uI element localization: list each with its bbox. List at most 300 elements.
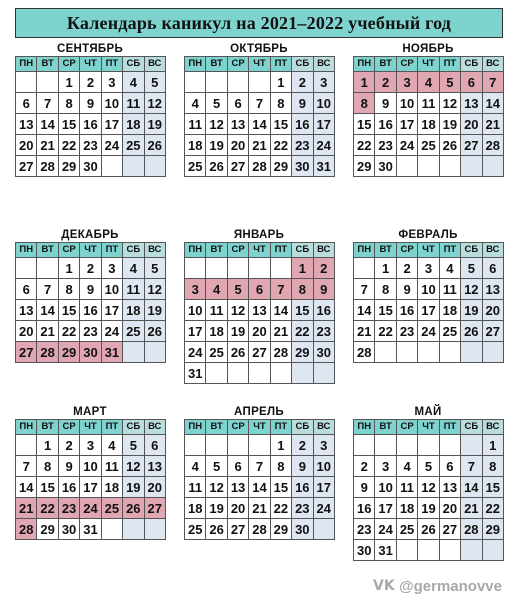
weekday-header: ЧТ xyxy=(418,243,439,258)
day-cell: 12 xyxy=(206,114,227,135)
holiday-day-cell: 1 xyxy=(354,72,375,93)
day-cell: 15 xyxy=(58,114,79,135)
day-cell: 30 xyxy=(375,156,396,177)
week-row xyxy=(354,300,504,321)
day-cell: 24 xyxy=(101,321,122,342)
day-cell: 6 xyxy=(227,456,248,477)
weekend-day-cell: 10 xyxy=(313,456,334,477)
week-row xyxy=(185,135,335,156)
weekday-header: ПН xyxy=(185,243,206,258)
day-cell: 26 xyxy=(206,156,227,177)
month-grid xyxy=(353,242,504,363)
weekday-header: ВС xyxy=(144,243,165,258)
day-cell: 17 xyxy=(375,498,396,519)
month-name: АПРЕЛЬ xyxy=(234,406,284,418)
weekend-day-cell: 9 xyxy=(292,93,313,114)
empty-cell xyxy=(123,519,144,540)
weekend-day-cell: 23 xyxy=(292,135,313,156)
day-cell: 7 xyxy=(249,93,270,114)
weekday-header: ЧТ xyxy=(249,57,270,72)
holiday-day-cell: 25 xyxy=(101,498,122,519)
weekday-header: ВТ xyxy=(37,420,58,435)
weekend-day-cell: 3 xyxy=(313,435,334,456)
weekend-day-cell: 23 xyxy=(292,498,313,519)
day-cell: 17 xyxy=(101,300,122,321)
weekend-day-cell: 3 xyxy=(313,72,334,93)
day-cell: 7 xyxy=(37,279,58,300)
day-cell: 14 xyxy=(16,477,37,498)
weekend-day-cell: 14 xyxy=(461,477,482,498)
day-cell: 28 xyxy=(354,342,375,363)
empty-cell xyxy=(227,258,248,279)
holiday-day-cell: 7 xyxy=(270,279,291,300)
day-cell: 3 xyxy=(80,435,101,456)
weekday-header: ВТ xyxy=(375,243,396,258)
month-grid xyxy=(15,242,166,363)
empty-cell xyxy=(101,156,122,177)
day-cell: 5 xyxy=(206,456,227,477)
weekday-header: ПТ xyxy=(101,243,122,258)
day-cell: 4 xyxy=(101,435,122,456)
day-cell: 22 xyxy=(58,321,79,342)
weekend-day-cell: 26 xyxy=(144,135,165,156)
weekday-header: ЧТ xyxy=(80,420,101,435)
empty-cell xyxy=(354,258,375,279)
day-cell: 31 xyxy=(80,519,101,540)
weekend-day-cell: 18 xyxy=(123,300,144,321)
empty-cell xyxy=(270,258,291,279)
month-name: ДЕКАБРЬ xyxy=(61,229,119,241)
empty-cell xyxy=(439,435,460,456)
empty-cell xyxy=(375,342,396,363)
weekday-header-row xyxy=(185,420,335,435)
day-cell: 19 xyxy=(227,321,248,342)
week-row xyxy=(185,519,335,540)
day-cell: 11 xyxy=(185,477,206,498)
empty-cell xyxy=(227,363,248,384)
day-cell: 31 xyxy=(185,363,206,384)
day-cell: 24 xyxy=(396,135,417,156)
weekend-day-cell: 30 xyxy=(292,156,313,177)
weekend-day-cell: 12 xyxy=(123,456,144,477)
week-row xyxy=(16,477,166,498)
month-name: МАРТ xyxy=(73,406,107,418)
day-cell: 26 xyxy=(439,135,460,156)
holiday-day-cell: 24 xyxy=(80,498,101,519)
day-cell: 21 xyxy=(249,498,270,519)
week-row xyxy=(16,114,166,135)
empty-cell xyxy=(418,156,439,177)
day-cell: 6 xyxy=(16,93,37,114)
month-name: ЯНВАРЬ xyxy=(233,229,285,241)
day-cell: 25 xyxy=(439,321,460,342)
week-row xyxy=(185,258,335,279)
weekend-day-cell: 5 xyxy=(461,258,482,279)
empty-cell xyxy=(37,258,58,279)
empty-cell xyxy=(206,258,227,279)
day-cell: 5 xyxy=(418,456,439,477)
weekend-day-cell: 12 xyxy=(144,279,165,300)
weekend-day-cell: 15 xyxy=(482,477,503,498)
week-row xyxy=(185,321,335,342)
day-cell: 11 xyxy=(396,477,417,498)
day-cell: 20 xyxy=(227,498,248,519)
weekend-day-cell: 16 xyxy=(313,300,334,321)
week-row xyxy=(185,93,335,114)
day-cell: 19 xyxy=(206,135,227,156)
week-row xyxy=(16,321,166,342)
week-row xyxy=(354,258,504,279)
day-cell: 14 xyxy=(37,114,58,135)
day-cell: 22 xyxy=(270,135,291,156)
day-cell: 9 xyxy=(375,93,396,114)
day-cell: 13 xyxy=(249,300,270,321)
weekday-header-row xyxy=(16,243,166,258)
day-cell: 29 xyxy=(270,156,291,177)
day-cell: 15 xyxy=(270,114,291,135)
day-cell: 13 xyxy=(439,477,460,498)
weekend-day-cell: 29 xyxy=(292,342,313,363)
week-row xyxy=(354,114,504,135)
day-cell: 1 xyxy=(37,435,58,456)
weekday-header: СБ xyxy=(461,243,482,258)
week-row xyxy=(16,435,166,456)
day-cell: 6 xyxy=(439,456,460,477)
weekday-header: СР xyxy=(396,420,417,435)
day-cell: 19 xyxy=(206,498,227,519)
day-cell: 30 xyxy=(354,540,375,561)
month-name: МАЙ xyxy=(414,406,442,418)
empty-cell xyxy=(185,258,206,279)
empty-cell xyxy=(461,156,482,177)
month-may xyxy=(353,405,503,561)
day-cell: 22 xyxy=(58,135,79,156)
weekday-header: ПН xyxy=(354,420,375,435)
weekend-day-cell: 25 xyxy=(123,135,144,156)
holiday-day-cell: 4 xyxy=(418,72,439,93)
holiday-day-cell: 27 xyxy=(144,498,165,519)
weekend-day-cell: 13 xyxy=(482,279,503,300)
weekday-header: ПН xyxy=(354,243,375,258)
day-cell: 26 xyxy=(227,342,248,363)
weekend-day-cell: 20 xyxy=(461,114,482,135)
weekend-day-cell: 16 xyxy=(292,114,313,135)
empty-cell xyxy=(16,435,37,456)
empty-cell xyxy=(16,258,37,279)
day-cell: 16 xyxy=(375,114,396,135)
day-cell: 14 xyxy=(270,300,291,321)
weekday-header: СР xyxy=(58,57,79,72)
weekend-day-cell: 21 xyxy=(461,498,482,519)
empty-cell xyxy=(482,156,503,177)
day-cell: 29 xyxy=(270,519,291,540)
day-cell: 3 xyxy=(418,258,439,279)
empty-cell xyxy=(206,363,227,384)
weekday-header: ПН xyxy=(354,57,375,72)
weekday-header: ЧТ xyxy=(249,243,270,258)
weekend-day-cell: 4 xyxy=(123,72,144,93)
day-cell: 6 xyxy=(16,279,37,300)
weekend-day-cell: 19 xyxy=(123,477,144,498)
day-cell: 11 xyxy=(418,93,439,114)
week-row xyxy=(354,519,504,540)
weekend-day-cell: 26 xyxy=(144,321,165,342)
day-cell: 10 xyxy=(396,93,417,114)
day-cell: 7 xyxy=(37,93,58,114)
day-cell: 15 xyxy=(58,300,79,321)
month-name: ФЕВРАЛЬ xyxy=(398,229,458,241)
day-cell: 14 xyxy=(37,300,58,321)
empty-cell xyxy=(439,540,460,561)
weekday-header: СБ xyxy=(292,420,313,435)
weekday-header: ПТ xyxy=(101,420,122,435)
weekday-header: ВТ xyxy=(375,420,396,435)
day-cell: 11 xyxy=(101,456,122,477)
empty-cell xyxy=(185,72,206,93)
day-cell: 1 xyxy=(375,258,396,279)
day-cell: 12 xyxy=(227,300,248,321)
weekday-header: ЧТ xyxy=(80,57,101,72)
month-grid xyxy=(184,242,335,384)
week-row xyxy=(16,93,166,114)
weekday-header: ЧТ xyxy=(418,420,439,435)
weekend-day-cell: 21 xyxy=(482,114,503,135)
weekend-day-cell: 22 xyxy=(482,498,503,519)
day-cell: 29 xyxy=(37,519,58,540)
weekday-header: ВС xyxy=(482,243,503,258)
holiday-day-cell: 22 xyxy=(37,498,58,519)
holiday-day-cell: 8 xyxy=(354,93,375,114)
weekend-day-cell: 18 xyxy=(123,114,144,135)
weekday-header: ПН xyxy=(185,57,206,72)
weekday-header: ПН xyxy=(16,57,37,72)
weekend-day-cell: 28 xyxy=(461,519,482,540)
week-row xyxy=(354,456,504,477)
month-november xyxy=(353,42,503,177)
weekday-header-row xyxy=(354,420,504,435)
weekday-header: ПТ xyxy=(270,243,291,258)
day-cell: 15 xyxy=(270,477,291,498)
empty-cell xyxy=(206,435,227,456)
weekend-day-cell: 14 xyxy=(482,93,503,114)
day-cell: 25 xyxy=(206,342,227,363)
weekday-header: ВТ xyxy=(37,57,58,72)
weekend-day-cell: 19 xyxy=(144,300,165,321)
weekday-header: СБ xyxy=(123,57,144,72)
weekday-header: ПТ xyxy=(439,420,460,435)
empty-cell xyxy=(249,435,270,456)
day-cell: 4 xyxy=(185,456,206,477)
weekday-header: ВС xyxy=(144,420,165,435)
empty-cell xyxy=(375,435,396,456)
day-cell: 15 xyxy=(354,114,375,135)
day-cell: 21 xyxy=(37,321,58,342)
week-row xyxy=(354,321,504,342)
week-row xyxy=(185,342,335,363)
day-cell: 16 xyxy=(80,300,101,321)
week-row xyxy=(16,72,166,93)
week-row xyxy=(16,519,166,540)
day-cell: 20 xyxy=(227,135,248,156)
weekday-header: СР xyxy=(58,420,79,435)
weekend-day-cell: 10 xyxy=(313,93,334,114)
empty-cell xyxy=(101,519,122,540)
day-cell: 3 xyxy=(101,72,122,93)
day-cell: 23 xyxy=(396,321,417,342)
day-cell: 18 xyxy=(185,498,206,519)
week-row xyxy=(185,363,335,384)
empty-cell xyxy=(16,72,37,93)
holiday-day-cell: 2 xyxy=(375,72,396,93)
day-cell: 10 xyxy=(80,456,101,477)
month-march xyxy=(15,405,165,540)
day-cell: 10 xyxy=(101,93,122,114)
empty-cell xyxy=(227,72,248,93)
weekend-day-cell: 23 xyxy=(313,321,334,342)
day-cell: 27 xyxy=(249,342,270,363)
day-cell: 2 xyxy=(58,435,79,456)
week-row xyxy=(354,342,504,363)
day-cell: 25 xyxy=(418,135,439,156)
day-cell: 11 xyxy=(185,114,206,135)
weekday-header: СБ xyxy=(461,57,482,72)
holiday-day-cell: 28 xyxy=(16,519,37,540)
day-cell: 21 xyxy=(270,321,291,342)
weekend-day-cell: 2 xyxy=(292,72,313,93)
weekend-day-cell: 20 xyxy=(144,477,165,498)
empty-cell xyxy=(439,156,460,177)
weekday-header: ЧТ xyxy=(80,243,101,258)
day-cell: 21 xyxy=(37,135,58,156)
weekday-header: ПН xyxy=(185,420,206,435)
weekend-day-cell: 24 xyxy=(313,498,334,519)
weekend-day-cell: 5 xyxy=(144,258,165,279)
month-december xyxy=(15,228,165,363)
holiday-day-cell: 3 xyxy=(185,279,206,300)
weekend-day-cell: 11 xyxy=(123,279,144,300)
weekday-header-row xyxy=(354,243,504,258)
empty-cell xyxy=(418,540,439,561)
day-cell: 27 xyxy=(227,156,248,177)
day-cell: 23 xyxy=(80,321,101,342)
empty-cell xyxy=(37,72,58,93)
vk-logo-icon: VK xyxy=(372,577,395,594)
empty-cell xyxy=(249,363,270,384)
day-cell: 17 xyxy=(101,114,122,135)
week-row xyxy=(354,279,504,300)
day-cell: 10 xyxy=(375,477,396,498)
holiday-day-cell: 21 xyxy=(16,498,37,519)
empty-cell xyxy=(439,342,460,363)
weekend-day-cell: 13 xyxy=(461,93,482,114)
day-cell: 16 xyxy=(396,300,417,321)
empty-cell xyxy=(313,519,334,540)
day-cell: 29 xyxy=(58,156,79,177)
month-grid xyxy=(353,56,504,177)
weekend-day-cell: 4 xyxy=(123,258,144,279)
empty-cell xyxy=(396,342,417,363)
day-cell: 9 xyxy=(80,279,101,300)
week-row xyxy=(185,456,335,477)
weekday-header: ВС xyxy=(313,57,334,72)
month-name: НОЯБРЬ xyxy=(402,43,454,55)
weekday-header: ВТ xyxy=(375,57,396,72)
weekend-day-cell: 31 xyxy=(313,156,334,177)
month-february xyxy=(353,228,503,363)
day-cell: 8 xyxy=(375,279,396,300)
day-cell: 8 xyxy=(37,456,58,477)
weekday-header-row xyxy=(16,57,166,72)
holiday-day-cell: 7 xyxy=(482,72,503,93)
day-cell: 2 xyxy=(396,258,417,279)
week-row xyxy=(16,156,166,177)
weekend-day-cell: 29 xyxy=(482,519,503,540)
weekend-day-cell: 22 xyxy=(292,321,313,342)
day-cell: 29 xyxy=(354,156,375,177)
empty-cell xyxy=(396,435,417,456)
day-cell: 17 xyxy=(396,114,417,135)
empty-cell xyxy=(185,435,206,456)
day-cell: 28 xyxy=(37,156,58,177)
day-cell: 8 xyxy=(58,279,79,300)
day-cell: 23 xyxy=(375,135,396,156)
weekday-header: ПН xyxy=(16,243,37,258)
day-cell: 26 xyxy=(418,519,439,540)
holiday-day-cell: 9 xyxy=(313,279,334,300)
empty-cell xyxy=(354,435,375,456)
weekday-header: ВТ xyxy=(206,420,227,435)
day-cell: 8 xyxy=(58,93,79,114)
week-row xyxy=(185,72,335,93)
weekend-day-cell: 19 xyxy=(461,300,482,321)
empty-cell xyxy=(313,363,334,384)
weekend-day-cell: 9 xyxy=(292,456,313,477)
week-row xyxy=(16,258,166,279)
day-cell: 24 xyxy=(418,321,439,342)
day-cell: 22 xyxy=(354,135,375,156)
month-september xyxy=(15,42,165,177)
day-cell: 21 xyxy=(249,135,270,156)
empty-cell xyxy=(144,519,165,540)
week-row xyxy=(185,300,335,321)
day-cell: 2 xyxy=(80,258,101,279)
week-row xyxy=(185,477,335,498)
day-cell: 21 xyxy=(354,321,375,342)
day-cell: 9 xyxy=(354,477,375,498)
day-cell: 10 xyxy=(101,279,122,300)
day-cell: 25 xyxy=(185,156,206,177)
weekend-day-cell: 1 xyxy=(482,435,503,456)
weekday-header: ВС xyxy=(482,57,503,72)
empty-cell xyxy=(418,342,439,363)
empty-cell xyxy=(292,363,313,384)
weekend-day-cell: 28 xyxy=(482,135,503,156)
day-cell: 18 xyxy=(101,477,122,498)
day-cell: 31 xyxy=(375,540,396,561)
weekday-header: СР xyxy=(58,243,79,258)
day-cell: 24 xyxy=(185,342,206,363)
weekday-header: ВС xyxy=(482,420,503,435)
page-title: Календарь каникул на 2021–2022 учебный год xyxy=(66,12,452,33)
holiday-day-cell: 26 xyxy=(123,498,144,519)
day-cell: 24 xyxy=(101,135,122,156)
day-cell: 9 xyxy=(396,279,417,300)
weekend-day-cell: 20 xyxy=(482,300,503,321)
weekend-day-cell: 6 xyxy=(144,435,165,456)
weekday-header: СР xyxy=(396,243,417,258)
day-cell: 11 xyxy=(439,279,460,300)
weekday-header: ВС xyxy=(144,57,165,72)
